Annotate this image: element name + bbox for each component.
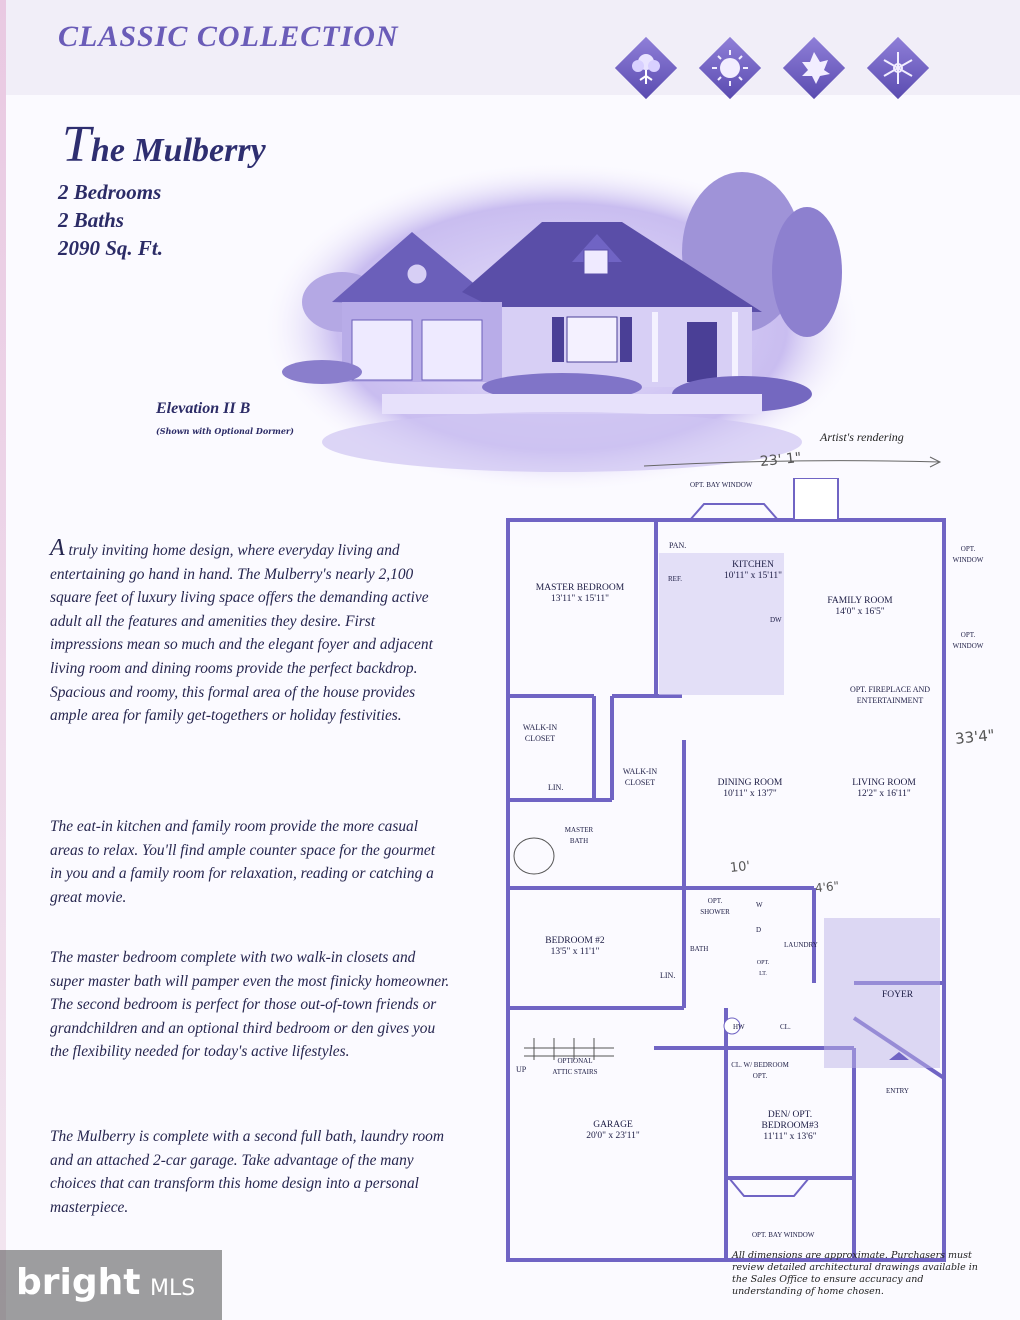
watermark-suffix: MLS (150, 1276, 196, 1301)
elevation-name: Elevation II B (156, 400, 251, 417)
fp-kitchen: KITCHEN 10'11" x 15'11" (724, 560, 782, 581)
fp-walkin-1: WALK-IN CLOSET (522, 723, 558, 743)
title-initial: T (62, 116, 91, 173)
handwritten-width: 23' 1" (759, 449, 803, 471)
fp-living-room: LIVING ROOM 12'2" x 16'11" (852, 778, 916, 799)
fp-closet: CL. (780, 1023, 791, 1031)
page-edge (0, 0, 6, 1320)
model-title (62, 115, 266, 174)
fp-cl-bedroom-opt: CL. W/ BEDROOM OPT. (731, 1061, 789, 1080)
snowflake-icon (867, 37, 929, 99)
fp-bedroom-2: BEDROOM #2 13'5" x 11'1" (545, 936, 605, 957)
fp-opt-window-1: OPT. WINDOW (952, 545, 984, 564)
fp-ref: REF. (668, 575, 683, 583)
drop-cap: A (50, 535, 65, 561)
bedrooms-count: 2 Bedrooms (58, 180, 162, 204)
fp-linen-1: LIN. (548, 783, 564, 792)
fp-dining-room: DINING ROOM 10'11" x 13'7" (717, 778, 783, 799)
fp-linen-2: LIN. (660, 971, 676, 980)
fp-den: DEN/ OPT. BEDROOM#3 11'11" x 13'6" (761, 1110, 819, 1142)
fp-opt-window-2: OPT. WINDOW (952, 631, 984, 650)
description-para-3: The master bedroom complete with two walk-in closets and super master bath will pamper even the most finicky homeowner. The second bedroom is perfect for those out-of-town friends or grandchildren and an optional third bedroom or den gives you the flexibility needed for today's active lifestyles. (50, 949, 450, 1061)
square-footage: 2090 Sq. Ft. (58, 236, 164, 260)
fp-dw: DW (770, 616, 782, 624)
fp-garage: GARAGE 20'0" x 23'11" (586, 1120, 640, 1141)
handwritten-hall: 10' (729, 858, 751, 877)
fp-w: W (756, 901, 763, 909)
collection-title: CLASSIC COLLECTION (58, 20, 399, 53)
model-specs (58, 178, 163, 262)
fp-master-bath: MASTER BATH (564, 826, 594, 845)
elevation-note: (Shown with Optional Dormer) (156, 426, 294, 436)
sun-icon (699, 37, 761, 99)
leaf-icon (783, 37, 845, 99)
fp-hw: HW (733, 1023, 745, 1031)
description-para-4: The Mulberry is complete with a second full bath, laundry room and an attached 2-car garage. Take advantage of the many choices that can transform this home design into a personal masterpiece. (50, 1128, 444, 1216)
fp-bath: BATH (690, 945, 709, 953)
fp-opt-shower: OPT. SHOWER (700, 897, 730, 916)
fp-bay-top: OPT. BAY WINDOW (690, 481, 753, 489)
fp-foyer: FOYER (882, 990, 914, 1000)
description-para-2: The eat-in kitchen and family room provide the more casual areas to relax. You'll find ample counter space for the gourmet in you and a family room for relaxation, reading or catching a great movie. (50, 818, 436, 906)
handwritten-bath: 4'6" (814, 878, 840, 896)
fp-master-bedroom: MASTER BEDROOM 13'11" x 15'11" (535, 583, 625, 604)
season-icons (612, 34, 942, 104)
fp-attic-stairs: OPTIONAL ATTIC STAIRS (552, 1057, 598, 1076)
artist-credit: Artist's rendering (820, 430, 904, 444)
fp-bay-bottom: OPT. BAY WINDOW (752, 1231, 815, 1239)
fp-fireplace: OPT. FIREPLACE AND ENTERTAINMENT (849, 685, 931, 705)
fp-opt-lt: OPT. LT. (756, 960, 770, 977)
bright-mls-watermark (0, 1250, 222, 1320)
baths-count: 2 Baths (58, 208, 124, 232)
handwritten-depth: 33'4" (954, 725, 996, 749)
fp-laundry: LAUNDRY (784, 941, 818, 949)
title-rest: he Mulberry (90, 132, 266, 169)
fp-pantry: PAN. (669, 541, 687, 550)
flower-icon (615, 37, 677, 99)
fp-entry: ENTRY (886, 1087, 909, 1095)
watermark-brand: bright (16, 1262, 141, 1303)
fp-up: UP (516, 1065, 527, 1074)
house-rendering (262, 162, 862, 492)
description-para-1: A truly inviting home design, where everyday living and entertaining go hand in hand. The Mulberry's nearly 2,100 square feet of luxury living space offers the demanding active adult all the features and amenities they desire. First impressions mean so much and the elegant foyer and adjacent living room and dining rooms provide the perfect backdrop. Spacious and roomy, this formal area of the house provides ample area for family get-togethers or holiday festivities. (50, 535, 433, 725)
fp-family-room: FAMILY ROOM 14'0" x 16'5" (827, 596, 893, 617)
fp-walkin-2: WALK-IN CLOSET (622, 767, 658, 787)
fp-d: D (756, 926, 762, 934)
disclaimer: All dimensions are approximate. Purchasers must review detailed architectural drawings available in the Sales Office to ensure accuracy and understanding of home chosen. (732, 1250, 978, 1297)
